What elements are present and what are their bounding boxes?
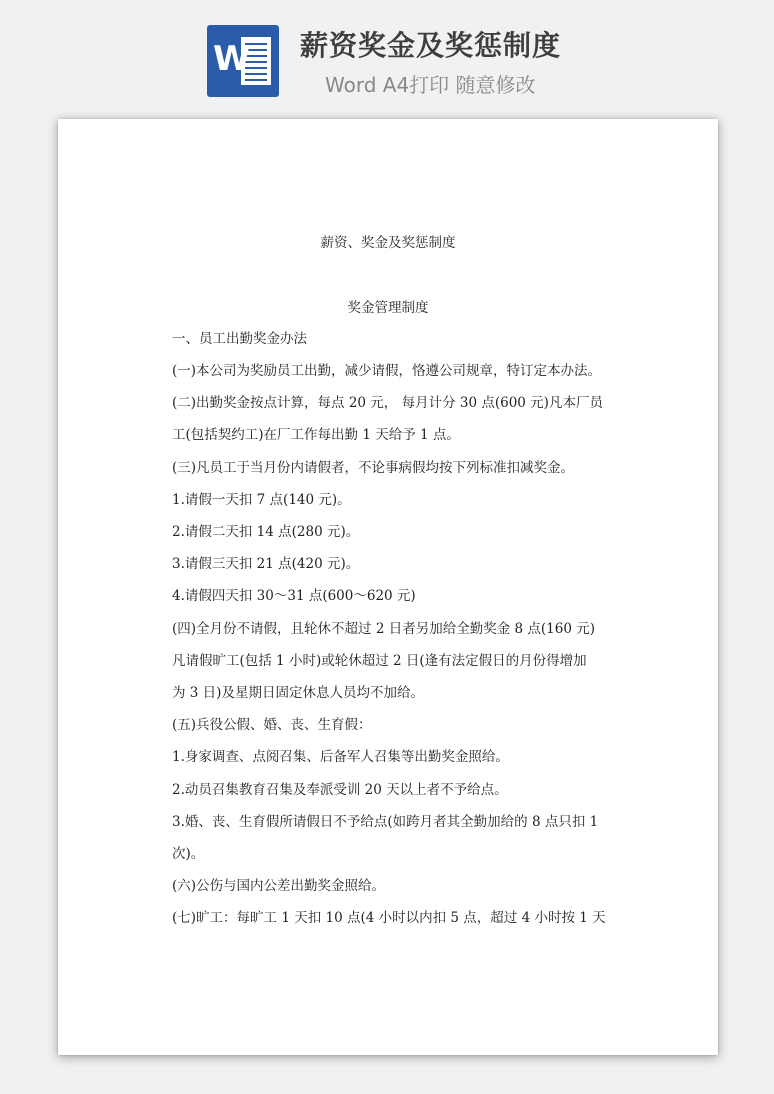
doc-line: (三)凡员工于当月份内请假者，不论事病假均按下列标准扣减奖金。 bbox=[172, 460, 575, 476]
doc-line: 工(包括契约工)在厂工作每出勤 1 天给予 1 点。 bbox=[172, 427, 460, 443]
word-icon-letter: W bbox=[213, 39, 251, 79]
document-header bbox=[0, 0, 774, 118]
page-subtitle: Word A4打印 随意修改 bbox=[325, 73, 536, 97]
doc-line: 3.婚、丧、生育假所请假日不予给点(如跨月者其全勤加给的 8 点只扣 1 bbox=[172, 814, 599, 830]
doc-line: 一、员工出勤奖金办法 bbox=[172, 331, 307, 347]
doc-line: 为 3 日)及星期日固定休息人员均不加给。 bbox=[172, 685, 424, 701]
doc-line: 3.请假三天扣 21 点(420 元)。 bbox=[172, 556, 360, 572]
doc-line: (四)全月份不请假，且轮休不超过 2 日者另加给全勤奖金 8 点(160 元) bbox=[172, 621, 595, 637]
doc-line: 4.请假四天扣 30～31 点(600～620 元) bbox=[172, 588, 416, 604]
document-page bbox=[58, 119, 718, 1055]
word-icon bbox=[207, 25, 279, 97]
doc-line: 1.请假一天扣 7 点(140 元)。 bbox=[172, 492, 351, 508]
doc-line: (二)出勤奖金按点计算，每点 20 元， 每月计分 30 点(600 元)凡本厂员 bbox=[172, 395, 603, 411]
doc-line: (七)旷工：每旷工 1 天扣 10 点(4 小时以内扣 5 点，超过 4 小时按 1 天 bbox=[172, 910, 606, 926]
page-title: 薪资奖金及奖惩制度 bbox=[300, 29, 562, 62]
doc-line: 次)。 bbox=[172, 846, 205, 862]
document-title: 薪资、奖金及奖惩制度 bbox=[320, 235, 456, 251]
section-title: 奖金管理制度 bbox=[347, 300, 429, 316]
doc-line: (五)兵役公假、婚、丧、生育假： bbox=[172, 717, 372, 733]
doc-line: (六)公伤与国内公差出勤奖金照给。 bbox=[172, 878, 386, 894]
doc-line: (一)本公司为奖励员工出勤，减少请假，恪遵公司规章，特订定本办法。 bbox=[172, 363, 602, 379]
doc-line: 2.请假二天扣 14 点(280 元)。 bbox=[172, 524, 360, 540]
doc-line: 2.动员召集教育召集及奉派受训 20 天以上者不予给点。 bbox=[172, 782, 508, 798]
doc-line: 凡请假旷工(包括 1 小时)或轮休超过 2 日(逢有法定假日的月份得增加 bbox=[172, 653, 587, 669]
doc-line: 1.身家调查、点阅召集、后备军人召集等出勤奖金照给。 bbox=[172, 749, 509, 765]
